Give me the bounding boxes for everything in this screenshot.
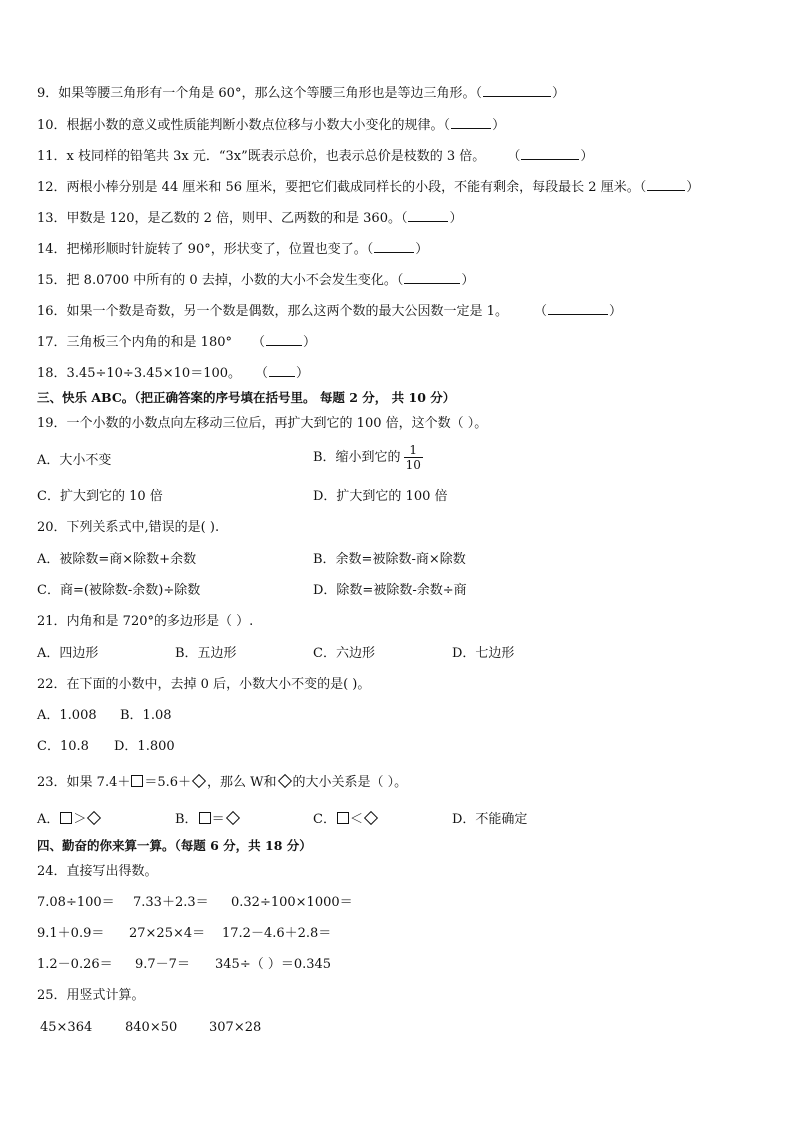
question-20-stem: 20．下列关系式中,错误的是( ). (37, 520, 220, 535)
q22-option-c[interactable]: C．10.8 (37, 739, 89, 754)
question-19-stem: 19．一个小数的小数点向左移动三位后，再扩大到它的 100 倍，这个数（ ）。 (37, 416, 488, 431)
answer-blank[interactable] (404, 271, 460, 284)
question-24-stem: 24．直接写出得数。 (37, 864, 158, 879)
diamond-icon (226, 811, 240, 825)
q22-option-b[interactable]: B．1.08 (120, 708, 172, 723)
calc-item: 9.1＋0.9＝ (37, 926, 105, 941)
calc-item: 345÷（ ）＝0.345 (215, 957, 332, 972)
diamond-icon (364, 811, 378, 825)
question-13-text: 13．甲数是 120，是乙数的 2 倍，则甲、乙两数的和是 360。 (37, 211, 401, 226)
question-13: 13．甲数是 120，是乙数的 2 倍，则甲、乙两数的和是 360。（ ） (37, 211, 463, 226)
calc-item: 27×25×4＝ (129, 926, 206, 941)
answer-blank[interactable] (483, 84, 551, 97)
question-16: 16．如果一个数是奇数，另一个数是偶数，那么这两个数的最大公因数一定是 1。 （ ） (37, 304, 622, 319)
q21-option-b[interactable]: B．五边形 (175, 646, 237, 661)
answer-blank[interactable] (374, 240, 414, 253)
answer-blank[interactable] (266, 333, 302, 346)
answer-blank[interactable] (647, 178, 685, 191)
question-18: 18．3.45÷10÷3.45×10＝100。 （ ） (37, 366, 310, 381)
q20-option-c[interactable]: C．商=(被除数-余数)÷除数 (37, 583, 201, 598)
question-21-stem: 21．内角和是 720°的多边形是（ ）. (37, 614, 254, 629)
answer-blank[interactable] (408, 209, 448, 222)
answer-blank[interactable] (269, 364, 295, 377)
q21-option-c[interactable]: C．六边形 (313, 646, 375, 661)
calc-item: 7.33＋2.3＝ (133, 895, 209, 910)
question-18-text: 18．3.45÷10÷3.45×10＝100。 (37, 366, 242, 381)
answer-blank[interactable] (521, 147, 579, 160)
calc-item: 7.08÷100＝ (37, 895, 115, 910)
q23-option-b[interactable]: B． ＝ (175, 812, 241, 828)
question-9-text: 9．如果等腰三角形有一个角是 60°，那么这个等腰三角形也是等边三角形。 (37, 86, 476, 101)
q22-option-a[interactable]: A．1.008 (37, 708, 97, 723)
square-icon (337, 812, 349, 824)
square-icon (199, 812, 211, 824)
q22-option-d[interactable]: D．1.800 (114, 739, 175, 754)
question-25-stem: 25．用竖式计算。 (37, 988, 145, 1003)
q20-option-d[interactable]: D．除数=被除数-余数÷商 (313, 583, 467, 598)
calc-item: 9.7－7＝ (135, 957, 190, 972)
question-11-text: 11．x 枝同样的铅笔共 3x 元．“3x”既表示总价，也表示总价是枝数的 3 倍。 (37, 149, 486, 164)
calc-item: 0.32÷100×1000＝ (231, 895, 353, 910)
q19-option-a[interactable]: A．大小不变 (37, 453, 112, 468)
question-23-stem: 23．如果 7.4＋ ＝5.6＋ ，那么 W和 的大小关系是（ ）。 (37, 775, 408, 790)
question-14: 14．把梯形顺时针旋转了 90°，形状变了，位置也变了。（ ） (37, 242, 429, 257)
q19-option-c[interactable]: C．扩大到它的 10 倍 (37, 489, 163, 504)
section-4-title: 四、勤奋的你来算一算。（每题 6 分，共 18 分） (37, 838, 312, 853)
diamond-icon (192, 774, 206, 788)
q21-option-a[interactable]: A．四边形 (37, 646, 99, 661)
question-12-text: 12．两根小棒分别是 44 厘米和 56 厘米，要把它们截成同样长的小段，不能有剩余，每段最长 2 厘米。 (37, 180, 640, 195)
calc-item: 1.2－0.26＝ (37, 957, 113, 972)
vertical-calc-item: 840×50 (125, 1020, 178, 1035)
question-10: 10．根据小数的意义或性质能判断小数点位移与小数大小变化的规律。（ ） (37, 118, 506, 133)
question-17-text: 17．三角板三个内角的和是 180° (37, 335, 232, 350)
question-12: 12．两根小棒分别是 44 厘米和 56 厘米，要把它们截成同样长的小段，不能有剩余，每段最长 2 厘米。（ ） (37, 180, 700, 195)
q20-option-b[interactable]: B．余数=被除数-商×除数 (313, 552, 466, 567)
diamond-icon (277, 774, 291, 788)
q20-option-a[interactable]: A．被除数=商×除数+余数 (37, 552, 197, 567)
question-9: 9．如果等腰三角形有一个角是 60°，那么这个等腰三角形也是等边三角形。（ ） (37, 86, 565, 101)
section-3-title: 三、快乐 ABC。（把正确答案的序号填在括号里。 每题 2 分， 共 10 分） (37, 390, 456, 405)
q19-option-d[interactable]: D．扩大到它的 100 倍 (313, 489, 448, 504)
vertical-calc-item: 45×364 (40, 1020, 93, 1035)
vertical-calc-item: 307×28 (209, 1020, 262, 1035)
square-icon (131, 775, 143, 787)
square-icon (60, 812, 72, 824)
question-14-text: 14．把梯形顺时针旋转了 90°，形状变了，位置也变了。 (37, 242, 367, 257)
diamond-icon (87, 811, 101, 825)
question-15: 15．把 8.0700 中所有的 0 去掉，小数的大小不会发生变化。（ ） (37, 273, 475, 288)
answer-blank[interactable] (451, 116, 491, 129)
question-17: 17．三角板三个内角的和是 180° （ ） (37, 335, 317, 350)
q21-option-d[interactable]: D．七边形 (452, 646, 515, 661)
answer-blank[interactable] (548, 302, 608, 315)
question-16-text: 16．如果一个数是奇数，另一个数是偶数，那么这两个数的最大公因数一定是 1。 (37, 304, 508, 319)
q23-option-c[interactable]: C． ＜ (313, 812, 379, 828)
question-11: 11．x 枝同样的铅笔共 3x 元．“3x”既表示总价，也表示总价是枝数的 3 倍。 （ ） (37, 149, 594, 164)
question-22-stem: 22．在下面的小数中，去掉 0 后，小数大小不变的是( )。 (37, 677, 371, 692)
calc-item: 17.2－4.6＋2.8＝ (222, 926, 332, 941)
q23-option-a[interactable]: A． ＞ (37, 812, 102, 828)
q23-option-d[interactable]: D．不能确定 (452, 812, 528, 827)
question-10-text: 10．根据小数的意义或性质能判断小数点位移与小数大小变化的规律。 (37, 118, 444, 133)
fraction-one-tenth: $\frac{1}{10}$ (405, 443, 421, 472)
q19-option-b[interactable]: B．缩小到它的 $\frac{1}{10}$ (313, 443, 421, 472)
question-15-text: 15．把 8.0700 中所有的 0 去掉，小数的大小不会发生变化。 (37, 273, 397, 288)
